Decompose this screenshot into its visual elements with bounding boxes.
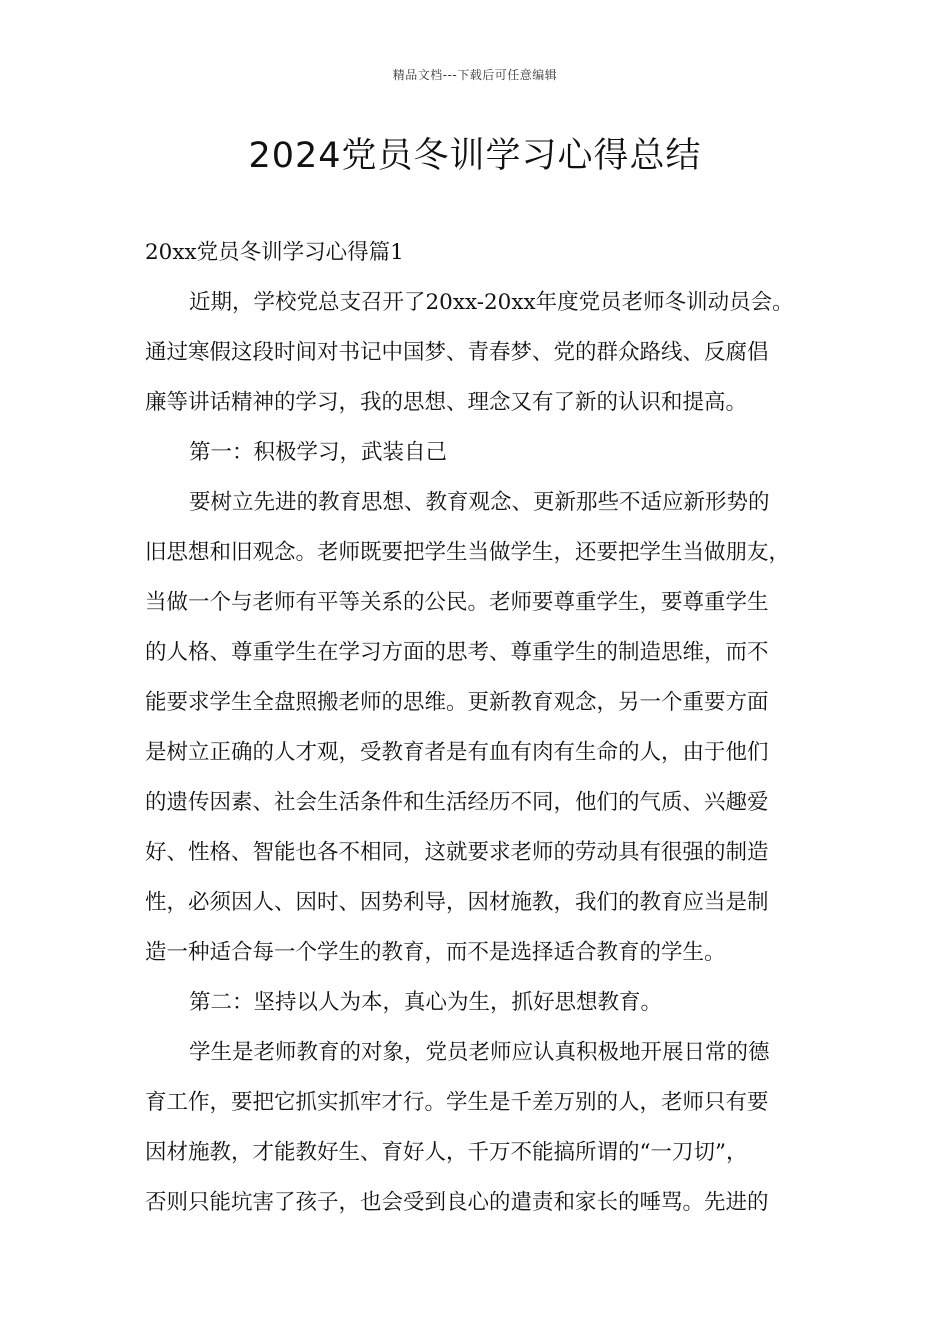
body-line: 的遗传因素、社会生活条件和生活经历不同，他们的气质、兴趣爱 [145, 790, 769, 815]
body-line: 性，必须因人、因时、因势利导，因材施教，我们的教育应当是制 [145, 890, 769, 915]
body-line: 廉等讲话精神的学习，我的思想、理念又有了新的认识和提高。 [145, 390, 748, 415]
body-line: 当做一个与老师有平等关系的公民。老师要尊重学生，要尊重学生 [145, 590, 769, 615]
body-line: 能要求学生全盘照搬老师的思维。更新教育观念，另一个重要方面 [145, 690, 769, 715]
body-line: 第二：坚持以人为本，真心为生，抓好思想教育。 [189, 990, 663, 1015]
header-note: 精品文档---下载后可任意编辑 [392, 68, 558, 82]
body-line: 是树立正确的人才观，受教育者是有血有肉有生命的人，由于他们 [145, 740, 769, 765]
body-line: 近期，学校党总支召开了20xx-20xx年度党员老师冬训动员会。 [189, 290, 794, 315]
body-line: 造一种适合每一个学生的教育，而不是选择适合教育的学生。 [145, 940, 726, 965]
body-line: 好、性格、智能也各不相同，这就要求老师的劳动具有很强的制造 [145, 840, 769, 865]
body-line: 学生是老师教育的对象，党员老师应认真积极地开展日常的德 [189, 1040, 770, 1065]
body-line: 的人格、尊重学生在学习方面的思考、尊重学生的制造思维，而不 [145, 640, 769, 665]
body-line: 否则只能坑害了孩子，也会受到良心的遣责和家长的唾骂。先进的 [145, 1190, 769, 1215]
body-line: 育工作，要把它抓实抓牢才行。学生是千差万别的人，老师只有要 [145, 1090, 769, 1115]
body-line: 通过寒假这段时间对书记中国梦、青春梦、党的群众路线、反腐倡 [145, 340, 769, 365]
body-line: 因材施教，才能教好生、育好人，千万不能搞所谓的“一刀切”， [145, 1140, 748, 1165]
document-body [145, 228, 825, 1228]
document-title: 2024党员冬训学习心得总结 [248, 136, 702, 176]
body-line: 要树立先进的教育思想、教育观念、更新那些不适应新形势的 [189, 490, 770, 515]
body-line: 20xx党员冬训学习心得篇1 [145, 240, 404, 265]
body-line: 旧思想和旧观念。老师既要把学生当做学生，还要把学生当做朋友， [145, 540, 791, 565]
body-line: 第一：积极学习，武装自己 [189, 440, 448, 465]
